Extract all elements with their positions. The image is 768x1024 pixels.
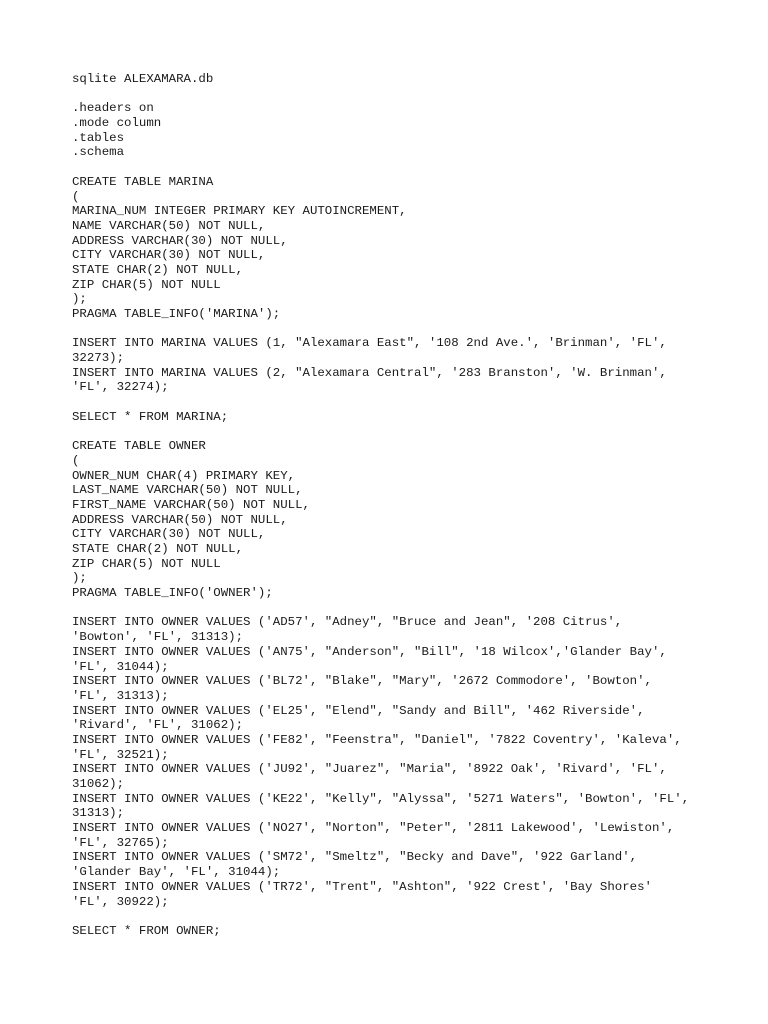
code-line: 'Rivard', 'FL', 31062); — [72, 718, 244, 733]
code-line: INSERT INTO OWNER VALUES ('NO27', "Norton", "Peter", '2811 Lakewood', 'Lewiston', — [72, 821, 675, 836]
code-line — [72, 601, 712, 616]
code-line — [72, 425, 712, 440]
code-line: INSERT INTO OWNER VALUES ('BL72', "Blake", "Mary", '2672 Commodore', 'Bowton', — [72, 674, 652, 689]
code-line: INSERT INTO MARINA VALUES (2, "Alexamara Central", '283 Branston', 'W. Brinman', — [72, 365, 667, 380]
code-line: CITY VARCHAR(30) NOT NULL, — [72, 527, 266, 542]
code-line: 'FL', 32274); — [72, 380, 169, 395]
code-line: LAST_NAME VARCHAR(50) NOT NULL, — [72, 483, 303, 498]
code-line: INSERT INTO OWNER VALUES ('TR72', "Trent", "Ashton", '922 Crest', 'Bay Shores' — [72, 879, 652, 894]
code-line — [72, 87, 712, 102]
code-line: NAME VARCHAR(50) NOT NULL, — [72, 218, 266, 233]
code-line: CREATE TABLE OWNER — [72, 439, 206, 454]
code-line: .mode column — [72, 116, 162, 131]
code-line — [72, 322, 712, 337]
code-line: STATE CHAR(2) NOT NULL, — [72, 262, 244, 277]
code-line: INSERT INTO OWNER VALUES ('SM72', "Smeltz", "Becky and Dave", '922 Garland', — [72, 850, 638, 865]
code-line: CREATE TABLE MARINA — [72, 174, 214, 189]
code-line: INSERT INTO MARINA VALUES (1, "Alexamara East", '108 2nd Ave.', 'Brinman', 'FL', — [72, 336, 667, 351]
code-line: INSERT INTO OWNER VALUES ('FE82', "Feenstra", "Daniel", '7822 Coventry', 'Kaleva', — [72, 732, 682, 747]
code-line — [72, 160, 712, 175]
code-line: ( — [72, 453, 80, 468]
code-line: INSERT INTO OWNER VALUES ('JU92', "Juarez", "Maria", '8922 Oak', 'Rivard', 'FL', — [72, 762, 667, 777]
sql-script-text — [72, 72, 712, 939]
code-line: 'FL', 31313); — [72, 688, 169, 703]
code-line: STATE CHAR(2) NOT NULL, — [72, 542, 244, 556]
code-line: 'FL', 31044); — [72, 659, 169, 674]
code-line: ); — [72, 571, 87, 586]
code-line: SELECT * FROM MARINA; — [72, 409, 229, 424]
code-line: INSERT INTO OWNER VALUES ('KE22', "Kelly", "Alyssa", '5271 Waters", 'Bowton', 'FL', — [72, 791, 690, 806]
code-line: ZIP CHAR(5) NOT NULL — [72, 277, 221, 292]
code-line: .headers on — [72, 101, 154, 116]
code-line: ZIP CHAR(5) NOT NULL — [72, 556, 221, 571]
code-line: INSERT INTO OWNER VALUES ('AN75', "Anderson", "Bill", '18 Wilcox','Glander Bay', — [72, 644, 667, 659]
code-line: ( — [72, 189, 80, 204]
code-line: .tables — [72, 130, 125, 145]
code-line: SELECT * FROM OWNER; — [72, 923, 221, 938]
code-line: FIRST_NAME VARCHAR(50) NOT NULL, — [72, 497, 310, 512]
code-line: 31313); — [72, 806, 125, 821]
code-line: PRAGMA TABLE_INFO('MARINA'); — [72, 307, 281, 321]
code-line: 'Bowton', 'FL', 31313); — [72, 630, 244, 645]
code-line: 'Glander Bay', 'FL', 31044); — [72, 865, 281, 880]
code-line: CITY VARCHAR(30) NOT NULL, — [72, 248, 266, 263]
code-line: PRAGMA TABLE_INFO('OWNER'); — [72, 586, 273, 601]
code-line: INSERT INTO OWNER VALUES ('AD57', "Adney", "Bruce and Jean", '208 Citrus', — [72, 615, 623, 630]
code-line: .schema — [72, 145, 125, 160]
code-line: 'FL', 32521); — [72, 747, 169, 762]
code-line: OWNER_NUM CHAR(4) PRIMARY KEY, — [72, 468, 296, 483]
code-line: 32273); — [72, 351, 125, 366]
code-line: ); — [72, 292, 87, 307]
code-line: ADDRESS VARCHAR(30) NOT NULL, — [72, 233, 288, 248]
code-line: MARINA_NUM INTEGER PRIMARY KEY AUTOINCREMENT, — [72, 204, 407, 219]
code-line: 'FL', 30922); — [72, 894, 169, 909]
code-line — [72, 909, 712, 924]
code-line: sqlite ALEXAMARA.db — [72, 72, 214, 86]
code-line — [72, 395, 712, 410]
code-line: INSERT INTO OWNER VALUES ('EL25', "Elend", "Sandy and Bill", '462 Riverside', — [72, 703, 645, 718]
code-line: 31062); — [72, 777, 125, 791]
code-line: 'FL', 32765); — [72, 835, 169, 850]
code-line: ADDRESS VARCHAR(50) NOT NULL, — [72, 512, 288, 527]
